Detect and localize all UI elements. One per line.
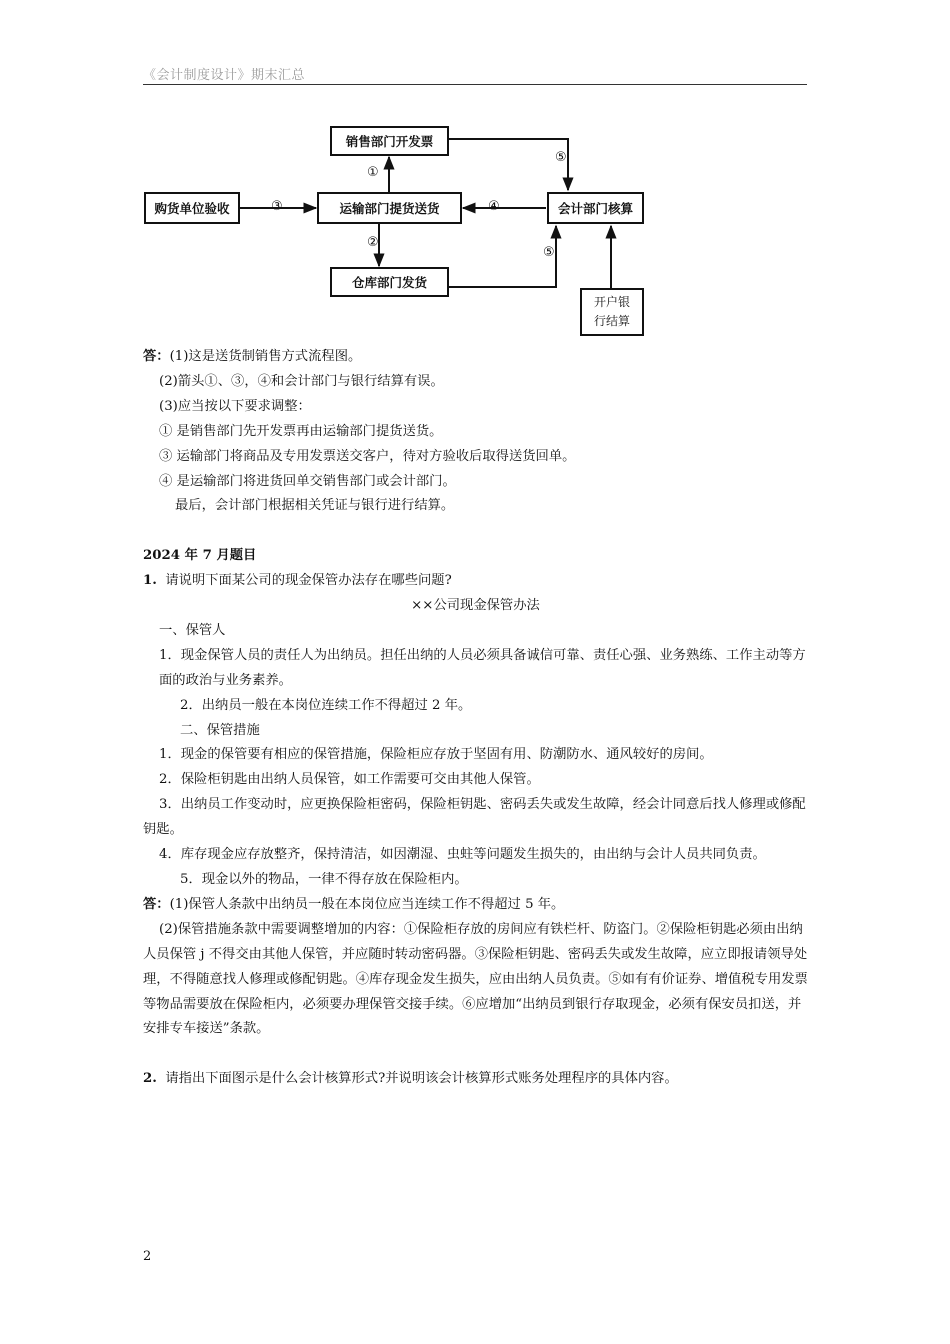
answer1-label: 答： [143,349,170,364]
answer1-line-1 [143,345,808,370]
box-accounting-label: 会计部门核算 [557,201,633,216]
part2-title: 二、保管措施 [180,722,260,738]
doc-title: ××公司现金保管办法 [411,598,540,614]
box-bank-label-2: 行结算 [593,314,630,328]
label-arrow-5-bottom: ⑤ [543,245,555,260]
part2-item-4: 4．库存现金应存放整齐，保持清洁，如因潮湿、虫蛀等问题发生损失的，由出纳与会计人员共同负责。 [159,847,766,863]
answer1-line-6: ④ 是运输部门将进货回单交销售部门或会计部门。 [159,473,456,489]
arrow-5-top [449,139,568,190]
part2-item-2: 2．保险柜钥匙由出纳人员保管，如工作需要可交由其他人保管。 [159,772,540,788]
box-accounting [547,192,644,224]
box-transport [317,192,462,224]
sales-flow-diagram [143,125,663,340]
box-bank-label-1: 开户银 [593,295,630,309]
label-arrow-4: ④ [488,199,500,214]
box-transport-label: 运输部门提货送货 [339,201,440,216]
answer2-label: 答： [143,896,170,912]
answer2-text-1: (1)保管人条款中出纳员一般在本岗位应当连续工作不得超过 5 年。 [169,896,565,912]
part1-item-1: 1．现金保管人员的责任人为出纳员。担任出纳的人员必须具备诚信可靠、责任心强、业务熟练、工作主动等方面的政治与业务素养。 [159,647,806,688]
answer1-line-4: ① 是销售部门先开发票再由运输部门提货送货。 [159,423,443,439]
answer2-line-1 [143,893,808,918]
header-title: 《会计制度设计》期末汇总 [143,68,306,83]
section-title: 2024 年 7 月题目 [143,548,257,564]
question-2-text: 请指出下面图示是什么会计核算形式?并说明该会计核算形式账务处理程序的具体内容。 [165,1071,678,1087]
arrow-5-bottom [449,226,556,287]
box-sales-invoice [330,126,449,156]
answer1-text-1: (1)这是送货制销售方式流程图。 [169,349,362,364]
box-warehouse-label: 仓库部门发货 [351,275,427,290]
question-1 [143,569,808,594]
answer1-line-7: 最后，会计部门根据相关凭证与银行进行结算。 [175,498,455,514]
label-arrow-3: ③ [271,199,283,214]
answer1-line-3: (3)应当按以下要求调整： [159,398,311,414]
box-sales-label: 销售部门开发票 [345,134,434,149]
label-arrow-5-top: ⑤ [555,150,567,165]
answer2-line-2: (2)保管措施条款中需要调整增加的内容：①保险柜存放的房间应有铁栏杆、防盗门。②保险柜钥匙必须由出纳人员保管 j 不得交由其他人保管，并应随时转动密码器。③保险柜钥匙、密码丢失或发生故障，应立即报请领导处理，不得随意找人修理或修配钥匙。④库存现金发生损失，应由出纳人员负责。⑤如有有价证券、增值税专用发票等物品需要放在保险柜内，必须要办理保管交接手续。⑥应增加“出纳员到银行存取现金，必须有保安员扣送，并安排专车接送”条款。 [143,921,808,1037]
page-header [143,64,807,85]
box-bank-settlement [580,288,644,336]
box-buyer-label: 购货单位验收 [154,201,230,216]
question-2 [143,1067,808,1092]
document-body [143,345,808,1092]
question-1-number: 1. [143,573,157,589]
page-number: 2 [143,1249,152,1264]
question-2-number: 2. [143,1071,157,1087]
part1-title: 一、保管人 [159,622,226,638]
label-arrow-2: ② [367,235,379,250]
answer1-line-5: ③ 运输部门将商品及专用发票送交客户，待对方验收后取得送货回单。 [159,448,576,464]
part2-item-5: 5．现金以外的物品，一律不得存放在保险柜内。 [180,872,468,888]
part2-item-1: 1．现金的保管要有相应的保管措施，保险柜应存放于坚固有用、防潮防水、通风较好的房间。 [159,747,713,763]
label-arrow-1: ① [367,165,379,180]
answer1-line-2: (2)箭头①、③，④和会计部门与银行结算有误。 [159,373,444,389]
part1-item-2: 2．出纳员一般在本岗位连续工作不得超过 2 年。 [180,697,472,713]
part2-item-3: 3．出纳员工作变动时，应更换保险柜密码，保险柜钥匙、密码丢失或发生故障，经会计同意后找人修理或修配钥匙。 [143,797,806,838]
box-buyer-inspect [144,192,240,224]
box-warehouse [330,267,449,297]
question-1-text: 请说明下面某公司的现金保管办法存在哪些问题? [165,573,452,589]
